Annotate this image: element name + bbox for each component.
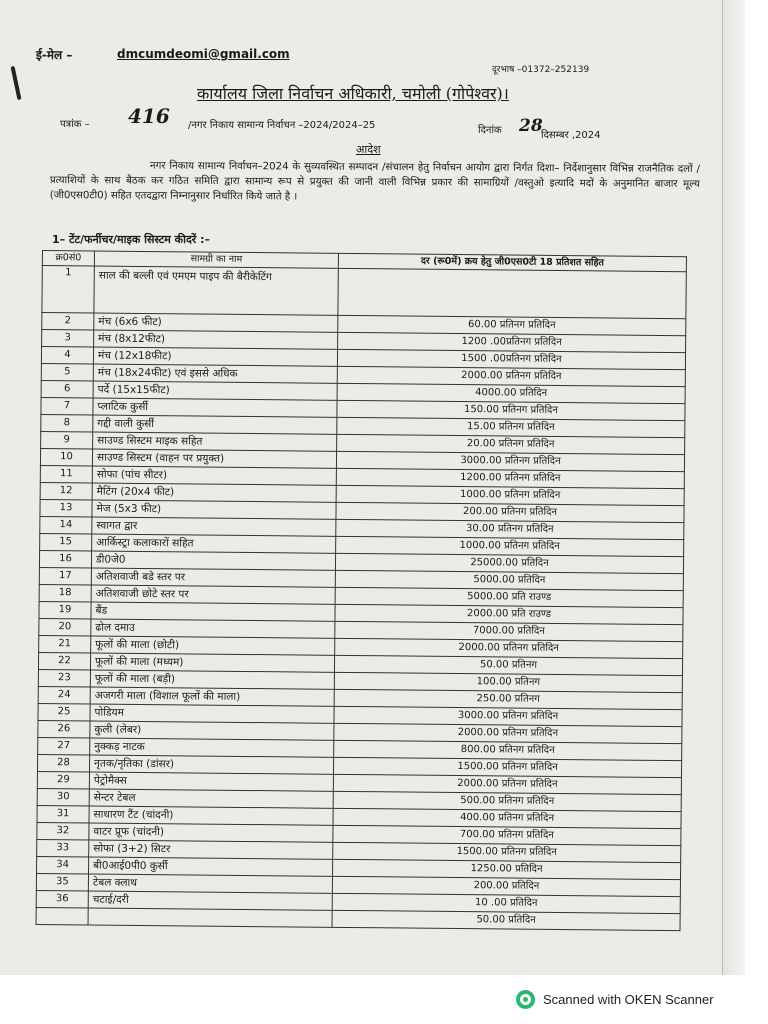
- row-serial: 24: [38, 686, 90, 703]
- row-serial: 2: [42, 313, 94, 330]
- row-item: बैंड: [91, 602, 335, 621]
- row-serial: 16: [39, 550, 91, 567]
- row-serial: 7: [41, 397, 93, 414]
- row-serial: 33: [37, 839, 89, 856]
- row-item: ढोल दमाउ: [91, 619, 335, 638]
- row-item: साधारण टैंट (चांदनी): [89, 806, 333, 825]
- row-serial: 31: [37, 805, 89, 822]
- row-item: प्लाटिक कुर्सी: [93, 398, 337, 417]
- row-serial: 8: [41, 414, 93, 431]
- row-serial: 14: [40, 516, 92, 533]
- letter-number-handwritten: 416: [128, 104, 170, 128]
- row-rate: 2000.00 प्रति राउण्ड: [335, 604, 683, 624]
- row-item: मेज (5x3 फीट): [92, 500, 336, 519]
- row-serial: 29: [37, 771, 89, 788]
- row-item: सोफा (पांच सीटर): [92, 466, 336, 485]
- rates-table: [36, 250, 687, 931]
- row-serial: 21: [39, 635, 91, 652]
- row-rate: 1500.00 प्रतिनग प्रतिदिन: [333, 757, 681, 777]
- row-item: अतिशवाजी छोटे स्तर पर: [91, 585, 335, 604]
- row-item: पर्दे (15x15फीट): [93, 381, 337, 400]
- phone-number: दूरभाष –01372–252139: [492, 65, 590, 75]
- row-rate: 10 .00 प्रतिदिन: [332, 893, 680, 913]
- row-rate: 2000.00 प्रतिनग प्रतिदिन: [334, 723, 682, 743]
- row-rate: 1200.00 प्रतिनग प्रतिदिन: [336, 468, 684, 488]
- row-item: स्वागत द्वार: [92, 517, 336, 536]
- rates-table-wrapper: [36, 250, 686, 931]
- table-row: [42, 266, 686, 319]
- row-rate: 100.00 प्रतिनग: [334, 672, 682, 692]
- row-serial: 13: [40, 499, 92, 516]
- row-item: बी0आई0पी0 कुर्सी: [89, 857, 333, 876]
- scanner-watermark: [516, 990, 714, 1009]
- row-rate: 2000.00 प्रतिनग प्रतिदिन: [337, 366, 685, 386]
- row-serial: 3: [42, 330, 94, 347]
- row-item: मंच (8x12फीट): [94, 330, 338, 349]
- row-serial: 35: [36, 873, 88, 890]
- row-rate: 400.00 प्रतिनग प्रतिदिन: [333, 808, 681, 828]
- row-item: साउण्ड सिस्टम (वाहन पर प्रयुक्त): [92, 449, 336, 468]
- row-rate: 200.00 प्रतिनग प्रतिदिन: [336, 502, 684, 522]
- row-serial: 9: [41, 431, 93, 448]
- row-item: मंच (18x24फीट) एवं इससे अधिक: [93, 364, 337, 383]
- row-rate: 5000.00 प्रति राउण्ड: [335, 587, 683, 607]
- row-rate: 1250.00 प्रतिदिन: [333, 859, 681, 879]
- email-label: ई-मेल –: [36, 48, 73, 62]
- office-title: कार्यालय जिला निर्वाचन अधिकारी, चमोली (गोपेश्वर)।: [197, 84, 509, 103]
- header-item: सामग्री का नाम: [94, 251, 338, 268]
- row-item: नृतक/नृतिका (डांसर): [89, 755, 333, 774]
- row-rate: 1200 .00प्रतिनग प्रतिदिन: [338, 332, 686, 352]
- row-item: फूलों की माला (छोटी): [91, 636, 335, 655]
- row-rate: 700.00 प्रतिनग प्रतिदिन: [333, 825, 681, 845]
- row-serial: 17: [39, 567, 91, 584]
- row-rate: 250.00 प्रतिनग: [334, 689, 682, 709]
- row-item: फूलों की माला (बड़ी): [90, 670, 334, 689]
- row-rate: 500.00 प्रतिनग प्रतिदिन: [333, 791, 681, 811]
- row-item: फूलों की माला (मध्यम): [90, 653, 334, 672]
- row-serial: 5: [41, 363, 93, 380]
- row-rate: 50.00 प्रतिनग: [334, 655, 682, 675]
- row-rate: 30.00 प्रतिनग प्रतिदिन: [336, 519, 684, 539]
- row-rate: [338, 268, 686, 318]
- row-serial: 18: [39, 584, 91, 601]
- oken-scanner-logo-icon: [516, 990, 535, 1009]
- header-rate: दर (रू0में) क्रय हेतु जी0एस0टी 18 प्रतिशत सहित: [338, 253, 686, 271]
- email-address: dmcumdeomi@gmail.com: [117, 47, 290, 61]
- intro-paragraph: नगर निकाय सामान्य निर्वाचन–2024 के सुव्यवस्थित सम्पादन /संचालन हेतु निर्वाचन आयोग द्वारा निर्गत दिशा– निर्देशानुसार विभिन्न राजनैतिक दलों /प्रत्याशियों के साथ बैठक कर गठित समिति द्वारा सामान्य रूप से प्रयुक्त की जानी वाली विभिन्न प्रकार की सामाग्रियों /वस्तुओ इत्यादि मदों के अनुमानित बाजार मूल्य (जी0एस0टी0) सहित एतदद्वारा निम्नानुसार निर्धारित किये जाते है ।: [49, 160, 700, 203]
- row-serial: 1: [42, 266, 94, 313]
- row-serial: [36, 907, 88, 924]
- row-item: [88, 908, 332, 927]
- row-item: डी0जे0: [91, 551, 335, 570]
- row-serial: 22: [38, 652, 90, 669]
- row-serial: 10: [40, 448, 92, 465]
- row-item: मंच (6x6 फीट): [94, 313, 338, 332]
- row-item: कुली (लेबर): [90, 721, 334, 740]
- row-serial: 32: [37, 822, 89, 839]
- row-rate: 15.00 प्रतिनग प्रतिदिन: [337, 417, 685, 437]
- row-serial: 11: [40, 465, 92, 482]
- row-rate: 1500.00 प्रतिनग प्रतिदिन: [333, 842, 681, 862]
- letter-number-label: पत्रांक –: [60, 119, 90, 130]
- row-rate: 1500 .00प्रतिनग प्रतिदिन: [337, 349, 685, 369]
- row-item: पेट्रोमैक्स: [89, 772, 333, 791]
- page-fold-edge: [722, 0, 745, 975]
- row-serial: 36: [36, 890, 88, 907]
- row-rate: 60.00 प्रतिनग प्रतिदिन: [338, 315, 686, 335]
- row-rate: 2000.00 प्रतिनग प्रतिदिन: [333, 774, 681, 794]
- row-serial: 6: [41, 380, 93, 397]
- row-item: साउण्ड सिस्टम माइक सहित: [93, 432, 337, 451]
- row-rate: 50.00 प्रतिदिन: [332, 910, 680, 930]
- row-rate: 800.00 प्रतिनग प्रतिदिन: [334, 740, 682, 760]
- row-rate: 7000.00 प्रतिदिन: [335, 621, 683, 641]
- row-rate: 25000.00 प्रतिदिन: [335, 553, 683, 573]
- row-item: आर्किस्ट्रा कलाकारों सहित: [92, 534, 336, 553]
- row-serial: 30: [37, 788, 89, 805]
- date-month-year: दिसम्बर ,2024: [541, 130, 601, 141]
- row-item: अतिशवाजी बडे स्तर पर: [91, 568, 335, 587]
- row-serial: 28: [37, 754, 89, 771]
- row-serial: 19: [39, 601, 91, 618]
- row-item: चटाई/दरी: [88, 891, 332, 910]
- row-rate: 3000.00 प्रतिनग प्रतिदिन: [336, 451, 684, 471]
- row-item: सोफा (3+2) सिटर: [89, 840, 333, 859]
- row-item: सेन्टर टेबल: [89, 789, 333, 808]
- row-item: वाटर प्रूफ (चांदनी): [89, 823, 333, 842]
- row-serial: 23: [38, 669, 90, 686]
- row-rate: 1000.00 प्रतिनग प्रतिदिन: [336, 536, 684, 556]
- row-serial: 25: [38, 703, 90, 720]
- row-item: अजगरी माला (विशाल फूलों की माला): [90, 687, 334, 706]
- row-item: गद्दी वाली कुर्सी: [93, 415, 337, 434]
- row-serial: 4: [41, 347, 93, 364]
- header-serial: क्र0सं0: [42, 251, 94, 266]
- row-serial: 12: [40, 482, 92, 499]
- row-rate: 20.00 प्रतिनग प्रतिदिन: [337, 434, 685, 454]
- row-serial: 27: [38, 737, 90, 754]
- row-item: टेबल क्लाथ: [88, 874, 332, 893]
- date-label: दिनांक: [478, 125, 502, 136]
- scanner-text: Scanned with OKEN Scanner: [543, 992, 714, 1007]
- row-serial: 26: [38, 720, 90, 737]
- row-rate: 150.00 प्रतिनग प्रतिदिन: [337, 400, 685, 420]
- pen-mark: [11, 66, 22, 100]
- row-rate: 200.00 प्रतिदिन: [332, 876, 680, 896]
- row-item: पोडियम: [90, 704, 334, 723]
- row-item: मैटिंग (20x4 फीट): [92, 483, 336, 502]
- row-rate: 1000.00 प्रतिनग प्रतिदिन: [336, 485, 684, 505]
- section-heading: 1– टेंट/फर्नीचर/माइक सिस्टम कीदरें :–: [52, 233, 211, 246]
- row-rate: 3000.00 प्रतिनग प्रतिदिन: [334, 706, 682, 726]
- row-rate: 4000.00 प्रतिदिन: [337, 383, 685, 403]
- letter-reference: /नगर निकाय सामान्य निर्वाचन –2024/2024–25: [188, 120, 376, 131]
- row-serial: 20: [39, 618, 91, 635]
- row-serial: 15: [40, 533, 92, 550]
- row-item: मंच (12x18फीट): [93, 347, 337, 366]
- row-item: नुक्कड़ नाटक: [90, 738, 334, 757]
- row-item: साल की बल्ली एवं एमएम पाइप की बैरीकेटिंग: [94, 266, 338, 315]
- row-rate: 5000.00 प्रतिदिन: [335, 570, 683, 590]
- order-heading: आदेश: [356, 143, 381, 156]
- date-day-handwritten: 28: [519, 116, 543, 136]
- row-serial: 34: [37, 856, 89, 873]
- row-rate: 2000.00 प्रतिनग प्रतिदिन: [335, 638, 683, 658]
